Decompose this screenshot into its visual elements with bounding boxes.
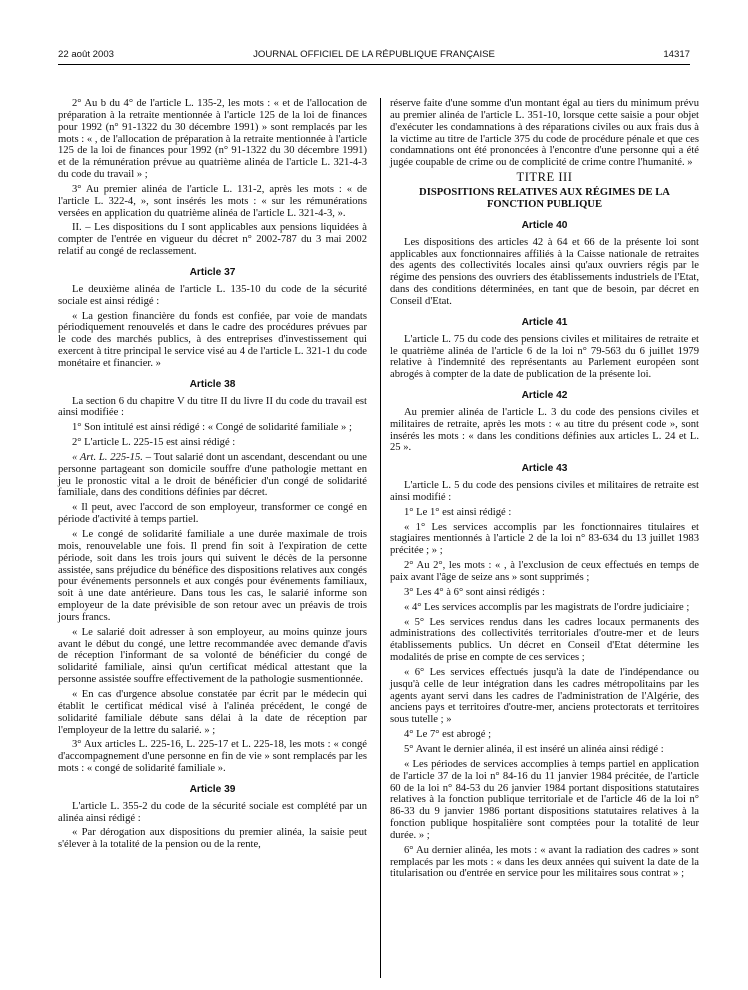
paragraph: II. – Les dispositions du I sont applicables aux pensions liquidées à compter de l'entrée en vigueur du décret n° 2002-787 du 3 mai 2002 relatif au congé de reclassement. <box>58 222 367 258</box>
paragraph: « 5° Les services rendus dans les cadres locaux permanents des administrations des collectivités territoriales d'outre-mer et de leurs établissements publics. Un décret en Conseil d'Etat détermine les modalités de prise en compte de ces services ; <box>390 616 699 664</box>
paragraph: « 6° Les services effectués jusqu'à la date de l'indépendance ou jusqu'à celle de leur intégration dans les cadres métropolitains par les agents ayant servi dans les cadres de l'administration de l'Algérie, des anciens pays et territoires d'outre-mer, anciens protectorats et territoires sous tutelle ; » <box>390 666 699 726</box>
paragraph: La section 6 du chapitre V du titre II du livre II du code du travail est ainsi modifiée : <box>58 395 367 419</box>
paragraph: « Le congé de solidarité familiale a une durée maximale de trois mois, renouvelable une fois. Il prend fin soit à l'expiration de cette période, soit dans les trois jours qui suivent le décès de la personne assistée, sans préjudice du bénéfice des dispositions relatives aux congés pour événements personnels et aux congés pour événements familiaux, soit à une date antérieure. Dans tous les cas, le salarié informe son employeur de la date prévisible de son retour avec un préavis de trois jours francs. <box>58 529 367 623</box>
paragraph: « 1° Les services accomplis par les fonctionnaires titulaires et stagiaires mentionnés à l'article 2 de la loi n° 83-634 du 13 juillet 1983 précitée ; » ; <box>390 521 699 557</box>
paragraph: L'article L. 355-2 du code de la sécurité sociale est complété par un alinéa ainsi rédigé : <box>58 800 367 824</box>
paragraph: « 4° Les services accomplis par les magistrats de l'ordre judiciaire ; <box>404 601 690 613</box>
paragraph: 4° Le 7° est abrogé ; <box>404 729 492 741</box>
header-rule <box>58 64 690 65</box>
paragraph: « La gestion financière du fonds est confiée, par voie de mandats périodiquement renouvelés et dans le cadre des procédures prévues par le code des marchés publics, à des entreprises d'investissement qui exercent à titre principal le service visé au 4 de l'article L. 321-1 du code monétaire et financier. » <box>58 310 367 369</box>
paragraph: Les dispositions des articles 42 à 64 et 66 de la présente loi sont applicables aux fonctionnaires affiliés à la Caisse nationale de retraites des agents des collectivités locales ainsi qu'aux ouvriers régis par le régime des pensions des ouvriers des établissements industriels de l'Etat, dans des conditions déterminées, en tant que de besoin, par décret en Conseil d'Etat. <box>390 236 699 307</box>
running-header <box>58 49 690 63</box>
paragraph: 1° Son intitulé est ainsi rédigé : « Congé de solidarité familiale » ; <box>72 422 352 434</box>
paragraph: 2° L'article L. 225-15 est ainsi rédigé : <box>72 437 236 449</box>
article-40-heading: Article 40 <box>521 219 568 231</box>
article-37-heading: Article 37 <box>189 266 236 278</box>
paragraph: 2° Au 2°, les mots : « , à l'exclusion de ceux effectués en temps de paix avant l'âge de seize ans » sont supprimés ; <box>390 560 699 583</box>
paragraph: « Les périodes de services accomplies à temps partiel en application de l'article 37 de la loi n° 84-16 du 11 janvier 1984 précitée, de l'article 60 de la loi n° 84-53 du 26 janvier 1984 portant dispositions statutaires relatives à la fonction publique territoriale et de l'article 46 de la loi n° 86-33 du 9 janvier 1986 portant dispositions statutaires relatives à la fonction publique hospitalière sont comptées pour la totalité de leur durée. » ; <box>390 758 699 841</box>
right-column <box>390 98 699 883</box>
column-divider <box>380 98 381 978</box>
paragraph: Le deuxième alinéa de l'article L. 135-10 du code de la sécurité sociale est ainsi rédigé : <box>58 283 367 307</box>
paragraph: « Par dérogation aux dispositions du premier alinéa, la saisie peut s'élever à la totalité de la pension ou de la rente, <box>58 827 367 851</box>
article-42-heading: Article 42 <box>521 390 568 402</box>
paragraph: 3° Aux articles L. 225-16, L. 225-17 et L. 225-18, les mots : « congé d'accompagnement d'une personne en fin de vie » sont remplacés par les mots : « congé de solidarité familiale ». <box>58 739 367 775</box>
paragraph: 3° Au premier alinéa de l'article L. 131-2, après les mots : « de l'article L. 322-4, », sont insérés les mots : « sur les rémunérations versées en application du quatrième alinéa de l'article L. 321-4-3, ». <box>58 183 367 219</box>
paragraph: L'article L. 75 du code des pensions civiles et militaires de retraite et le quatrième alinéa de l'article 6 de la loi n° 79-563 du 6 juillet 1979 relative à l'indemnité des représentants au Parlement européen sont abrogés à compter de la date de publication de la présente loi. <box>390 333 699 381</box>
paragraph: réserve faite d'une somme d'un montant égal au tiers du minimum prévu au premier alinéa de l'article L. 351-10, lorsque cette saisie a pour objet d'exécuter les condamnations à des réparations civiles ou aux frais dus à la victime au titre de l'article 375 du code de procédure pénale et que ces condamnations ont été prononcées à l'encontre d'une personne qui a été jugée coupable de crime ou de complicité de crime contre l'humanité. » <box>390 98 699 169</box>
article-41-heading: Article 41 <box>521 316 568 328</box>
paragraph: Au premier alinéa de l'article L. 3 du code des pensions civiles et militaires de retraite, après les mots : « au titre du présent code », sont insérés les mots : « dans les conditions définies aux articles L. 24 et L. 25 ». <box>390 406 699 454</box>
article-43-heading: Article 43 <box>521 463 568 475</box>
paragraph: 2° Au b du 4° de l'article L. 135-2, les mots : « et de l'allocation de préparation à la retraite mentionnée à l'article 125 de la loi de finances pour 1992 (n° 91-1322 du 30 décembre 1991) » sont remplacés par les mots : « , de l'allocation de préparation à la retraite mentionnée à l'article 125 de la loi de finances pour 1992 (n° 91-1322 du 30 décembre 1991) et de la rémunération prévue au quatrième alinéa de l'article L. 321-4-3 du code du travail » ; <box>58 98 367 181</box>
paragraph <box>58 452 367 499</box>
titre-heading: TITRE III <box>516 170 573 185</box>
paragraph: 1° Le 1° est ainsi rédigé : <box>404 506 512 518</box>
article-39-heading: Article 39 <box>189 783 236 795</box>
paragraph: 5° Avant le dernier alinéa, il est inséré un alinéa ainsi rédigé : <box>404 743 664 755</box>
paragraph-text: – Tout salarié dont un ascendant, descendant ou une personne partageant son domicile souffre d'une pathologie mettant en jeu le pronostic vital a le droit de bénéficier d'un congé de solidarité familiale, dans des conditions définies par décret. <box>58 451 367 499</box>
paragraph: L'article L. 5 du code des pensions civiles et militaires de retraite est ainsi modifié : <box>390 480 699 503</box>
left-column <box>58 98 367 854</box>
header-journal-title: JOURNAL OFFICIEL DE LA RÉPUBLIQUE FRANÇAISE <box>253 49 495 60</box>
paragraph: « Le salarié doit adresser à son employeur, au moins quinze jours avant le début du congé, une lettre recommandée avec demande d'avis de réception l'informant de sa volonté de bénéficier du congé de solidarité familiale, ainsi qu'un certificat médical attestant que la personne assistée souffre effectivement de la pathologie susmentionnée. <box>58 626 367 686</box>
article-reference: « Art. L. 225-15. <box>72 451 143 463</box>
paragraph: « En cas d'urgence absolue constatée par écrit par le médecin qui établit le certificat médical visé à l'alinéa précédent, le congé de solidarité familiale débute sans délai à la date de réception par l'employeur de la lettre du salarié. » ; <box>58 688 367 736</box>
paragraph: « Il peut, avec l'accord de son employeur, transformer ce congé en période d'activité à temps partiel. <box>58 502 367 526</box>
paragraph: 3° Les 4° à 6° sont ainsi rédigés : <box>404 586 545 598</box>
titre-subheading: DISPOSITIONS RELATIVES AUX RÉGIMES DE LA FONCTION PUBLIQUE <box>419 186 670 210</box>
paragraph: 6° Au dernier alinéa, les mots : « avant la radiation des cadres » sont remplacés par les mots : « dans les deux années qui suivent la date de la titularisation ou d'entrée en service pour les militaires sous contrat » ; <box>390 844 699 880</box>
article-38-heading: Article 38 <box>189 378 236 390</box>
header-date: 22 août 2003 <box>58 49 115 60</box>
header-page-number: 14317 <box>663 49 690 60</box>
